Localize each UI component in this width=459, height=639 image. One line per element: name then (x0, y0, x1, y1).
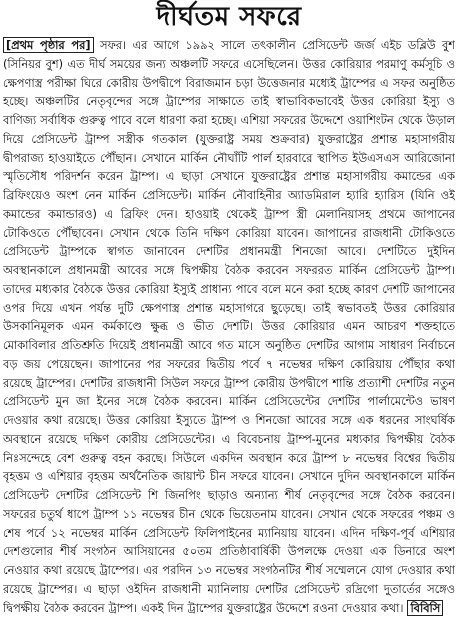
article-body-text: সফর। এর আগে ১৯৯২ সালে তৎকালীন প্রেসিডেন্ট জর্জ এইচ ডব্লিউ বুশ (সিনিয়র বুশ) এত দীর্ঘ সময়ের জন্য অঞ্চলটি সফরে এসেছিলেন। উত্তর কোরিয়ার পরমাণু কর্মসূচি ও ক্ষেপণাস্ত্র পরীক্ষা ঘিরে কোরীয় উপদ্বীপে বিরাজমান চড়া উত্তেজনার মধ্যেই ট্রাম্পের এ সফর অনুষ্ঠিত হচ্ছে। অঞ্চলটির নেতৃবৃন্দের সঙ্গে ট্রাম্পের সাক্ষাতে তাই স্বাভাবিকভাবেই উত্তর কোরিয়া ইস্যু ও বাণিজ্য সর্বাধিক গুরুত্ব পাবে বলে ধারণা করা হচ্ছে। এশিয়া সফরের উদ্দেশে ওয়াশিংটন থেকে উড়াল দিয়ে প্রেসিডেন্ট ট্রাম্প সস্ত্রীক গতকাল (যুক্তরাষ্ট্র সময় শুক্রবার) যুক্তরাষ্ট্রের প্রশান্ত মহাসাগরীয় দ্বীপরাজ্য হাওয়াইতে পৌঁছান। সেখানে মার্কিন নৌঘাঁটি পার্ল হারবারে স্থাপিত ইউএসএস আরিজোনা স্মৃতিসৌধ পরিদর্শন করেন ট্রাম্প। এ ছাড়া সেখানে যুক্তরাষ্ট্রের প্রশান্ত মহাসাগরীয় কমান্ডের এক ব্রিফিংয়েও অংশ নেন মার্কিন প্রেসিডেন্ট। মার্কিন নৌবাহিনীর অ্যাডমিরাল হ্যারি হ্যারিস (যিনি ওই কমান্ডের কমান্ডারও) এ ব্রিফিং দেন। হাওয়াই থেকেই ট্রাম্প স্ত্রী মেলানিয়াসহ প্রথমে জাপানের টোকিওতে পৌঁছাবেন। সেখান থেকে তিনি দক্ষিণ কোরিয়া যাবেন। জাপানের রাজধানী টোকিওতে প্রেসিডেন্ট ট্রাম্পকে স্বাগত জানাবেন দেশটির প্রধানমন্ত্রী শিনজো আবে। দেশটিতে দুইদিন অবস্থানকালে প্রধানমন্ত্রী আবের সঙ্গে দ্বিপক্ষীয় বৈঠক করবেন সফররত মার্কিন প্রেসিডেন্ট ট্রাম্প। তাদের মধ্যকার বৈঠকে উত্তর কোরিয়া ইস্যুই প্রাধান্য পাবে বলে মনে করা হচ্ছে কারণ দেশটি জাপানের ওপর দিয়ে এখন পর্যন্ত দুটি ক্ষেপণাস্ত্র প্রশান্ত মহাসাগরে ছুড়েছে। তাই স্বভাবতই উত্তর কোরিয়ার উসকানিমূলক এমন কর্মকাণ্ডে ক্ষুব্ধ ও ভীত দেশটি। উত্তর কোরিয়ার এমন আচরণ শক্তহাতে মোকাবিলার প্রতিশ্রুতি দিয়েই প্রধানমন্ত্রী আবে গত মাসে অনুষ্ঠিত দেশটির আগাম সাধারণ নির্বাচনে বড় জয় পেয়েছেন। জাপানের পর সফরের দ্বিতীয় পর্বে ৭ নভেম্বর দক্ষিণ কোরিয়ায় পৌঁছার কথা রয়েছে ট্রাম্পের। দেশটির রাজধানী সিউল সফরে ট্রাম্প কোরীয় উপদ্বীপে শান্তি প্রত্যাশী দেশটির নতুন প্রেসিডেন্ট মুন জা ইনের সঙ্গে বৈঠক করবেন। মার্কিন প্রেসিডেন্টের দেশটির পার্লামেন্টেও ভাষণ দেওয়ার কথা রয়েছে। উত্তর কোরিয়া ইস্যুতে ট্রাম্প ও শিনজো আবের সঙ্গে এক ধরনের সাংঘর্ষিক অবস্থানে রয়েছে দক্ষিণ কোরীয় প্রেসিডেন্টের। এ বিবেচনায় ট্রাম্প-মুনের মধ্যকার দ্বিপক্ষীয় বৈঠক নিঃসন্দেহে বেশ গুরুত্ব বহন করছে। সিউলে একদিন অবস্থান করে ট্রাম্প ৮ নভেম্বর বিশ্বের দ্বিতীয় বৃহত্তম ও এশিয়ার বৃহত্তম অর্থনৈতিক জায়ান্ট চীন সফরে যাবেন। সেখানে দুদিন অবস্থানকালে মার্কিন প্রেসিডেন্ট দেশটির প্রেসিডেন্ট শি জিনপিং ছাড়াও অন্যান্য শীর্ষ নেতৃবৃন্দের সঙ্গে বৈঠক করবেন। সফরের চতুর্থ ধাপে ট্রাম্প ১১ নভেম্বর চীন থেকে ভিয়েতনাম যাবেন। সেখান থেকে সফরের পঞ্চম ও শেষ পর্বে ১২ নভেম্বর মার্কিন প্রেসিডেন্ট ফিলিপাইনের ম্যানিয়ায় যাবেন। এদিন দক্ষিণ-পূর্ব এশিয়ার দেশগুলোর শীর্ষ সংগঠন আসিয়ানের ৫০তম প্রতিষ্ঠাবার্ষিকী উপলক্ষে দেওয়া এক ডিনারে অংশ নেওয়ার কথা রয়েছে ট্রাম্পের। এর পরদিন ১৩ নভেম্বর সংগঠনটির শীর্ষ সম্মেলনে যোগ দেওয়ার কথা রয়েছে ট্রাম্পের। এ ছাড়া ওইদিন রাজধানী ম্যানিলায় দেশটির প্রেসিডেন্ট রদ্রিগো দুতার্তের সঙ্গেও দ্বিপক্ষীয় বৈঠক করবেন ট্রাম্প। একই দিন ট্রাম্পের যুক্তরাষ্ট্রের উদ্দেশে রওনা দেওয়ার কথা। (3, 38, 455, 615)
article-body (3, 36, 455, 617)
news-article (3, 0, 455, 639)
continuation-tag: [প্রথম পৃষ্ঠার পর] (3, 37, 94, 53)
source-credit: বিবিসি (407, 600, 443, 616)
article-headline: দীর্ঘতম সফরে (156, 2, 302, 32)
